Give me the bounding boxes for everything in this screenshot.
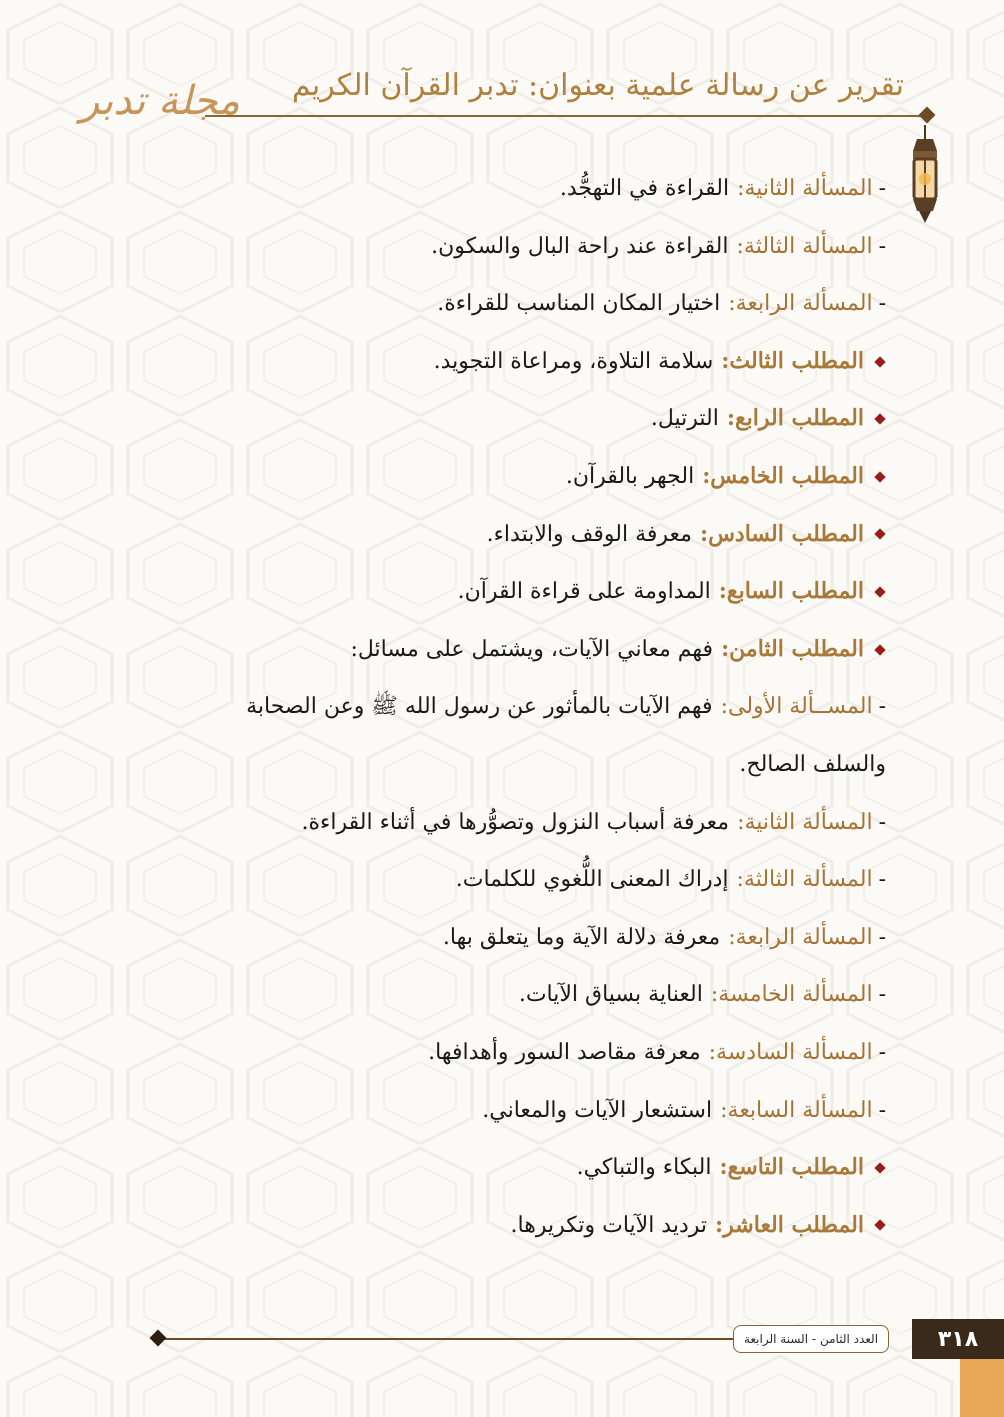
item-continuation: والسلف الصالح. (739, 751, 886, 777)
item-text: اختيار المكان المناسب للقراءة. (437, 291, 721, 317)
diamond-bullet-icon (874, 414, 885, 425)
diamond-bullet-icon (874, 586, 885, 597)
diamond-bullet-icon (874, 356, 885, 367)
matlab-label: المطلب الخامس: (702, 462, 864, 489)
diamond-bullet-icon (874, 1162, 885, 1173)
header-divider (205, 115, 925, 117)
item-label: المســألة الأولى: (720, 694, 873, 720)
item-label: المسألة الخامسة: (710, 982, 873, 1008)
matlab-text: البكاء والتباكي. (576, 1155, 712, 1181)
matlab-item (146, 506, 886, 564)
item-label: المسألة الثانية: (737, 176, 873, 201)
diamond-bullet-icon (874, 529, 885, 540)
item-text: العناية بسياق الآيات. (518, 982, 703, 1008)
list-item: - المسألة الثالثة: القراءة عند راحة البال والسكون. (146, 218, 886, 276)
list-item: - المسألة الرابعة: اختيار المكان المناسب للقراءة. (146, 275, 886, 333)
issue-badge: العدد الثامن - السنة الرابعة (733, 1325, 889, 1353)
diamond-bullet-icon (874, 1220, 885, 1231)
list-item: - المسألة الثانية: القراءة في التهجُّد. (146, 160, 886, 218)
matlab-text: ترديد الآيات وتكريرها. (510, 1212, 708, 1238)
item-text: معرفة أسباب النزول وتصوُّرها في أثناء القراءة. (301, 809, 730, 835)
matlab-text: الترتيل. (650, 406, 719, 432)
matlab-label: المطلب الثالث: (721, 347, 864, 374)
list-item: - المســألة الأولى: فهم الآيات بالمأثور عن رسول الله ﷺ وعن الصحابة (146, 678, 886, 736)
item-label: المسألة الرابعة: (728, 924, 873, 950)
item-label: المسألة الثالثة: (736, 867, 873, 893)
matlab-item (146, 1197, 886, 1255)
content-body (146, 160, 886, 1254)
matlab-item (146, 390, 886, 448)
item-label: المسألة الثالثة: (736, 233, 873, 259)
item-text: فهم الآيات بالمأثور عن رسول الله ﷺ وعن الصحابة (246, 694, 713, 720)
item-text: القراءة عند راحة البال والسكون. (431, 233, 729, 259)
item-text: إدراك المعنى اللُّغوي للكلمات. (455, 867, 729, 893)
list-item: - المسألة السادسة: معرفة مقاصد السور وأهدافها. (146, 1024, 886, 1082)
lantern-icon (903, 125, 947, 225)
item-label: المسألة السادسة: (708, 1039, 873, 1065)
magazine-logo: مجلة تدبر (80, 78, 240, 124)
item-label: المسألة السابعة: (720, 1097, 873, 1123)
list-item: - المسألة الخامسة: العناية بسياق الآيات. (146, 966, 886, 1024)
matlab-text: سلامة التلاوة، ومراعاة التجويد. (433, 348, 714, 374)
item-text: معرفة مقاصد السور وأهدافها. (428, 1039, 701, 1065)
matlab-item (146, 333, 886, 391)
item-text: معرفة دلالة الآية وما يتعلق بها. (442, 924, 721, 950)
matlab-label: المطلب السادس: (699, 520, 864, 547)
item-label: المسألة الرابعة: (728, 291, 873, 317)
item-text: القراءة في التهجُّد. (559, 176, 730, 201)
matlab-item (146, 563, 886, 621)
matlab-label: المطلب العاشر: (715, 1211, 864, 1238)
matlab-label: المطلب الرابع: (726, 405, 864, 432)
list-item: - المسألة الثانية: معرفة أسباب النزول وتصوُّرها في أثناء القراءة. (146, 794, 886, 852)
list-item: - المسألة الثالثة: إدراك المعنى اللُّغوي للكلمات. (146, 851, 886, 909)
matlab-item (146, 621, 886, 679)
matlab-label: المطلب السابع: (718, 578, 864, 605)
diamond-bullet-icon (874, 644, 885, 655)
item-label: المسألة الثانية: (737, 809, 873, 835)
matlab-label: المطلب الثامن: (721, 635, 864, 662)
footer-divider (160, 1338, 735, 1340)
item-text: استشعار الآيات والمعاني. (482, 1097, 713, 1123)
list-item: - المسألة الرابعة: معرفة دلالة الآية وما يتعلق بها. (146, 909, 886, 967)
matlab-item (146, 1139, 886, 1197)
page-number: ٣١٨ (912, 1319, 1004, 1359)
page-tab-accent (960, 1359, 1004, 1417)
matlab-item (146, 448, 886, 506)
matlab-text: الجهر بالقرآن. (565, 463, 695, 489)
header-title: تقرير عن رسالة علمية بعنوان: تدبر القرآن الكريم (291, 68, 904, 103)
matlab-label: المطلب التاسع: (719, 1154, 864, 1181)
matlab-text: فهم معاني الآيات، ويشتمل على مسائل: (350, 636, 714, 662)
diamond-bullet-icon (874, 471, 885, 482)
list-item: - المسألة السابعة: استشعار الآيات والمعاني. (146, 1082, 886, 1140)
matlab-text: المداومة على قراءة القرآن. (457, 579, 711, 605)
matlab-text: معرفة الوقف والابتداء. (486, 521, 692, 547)
